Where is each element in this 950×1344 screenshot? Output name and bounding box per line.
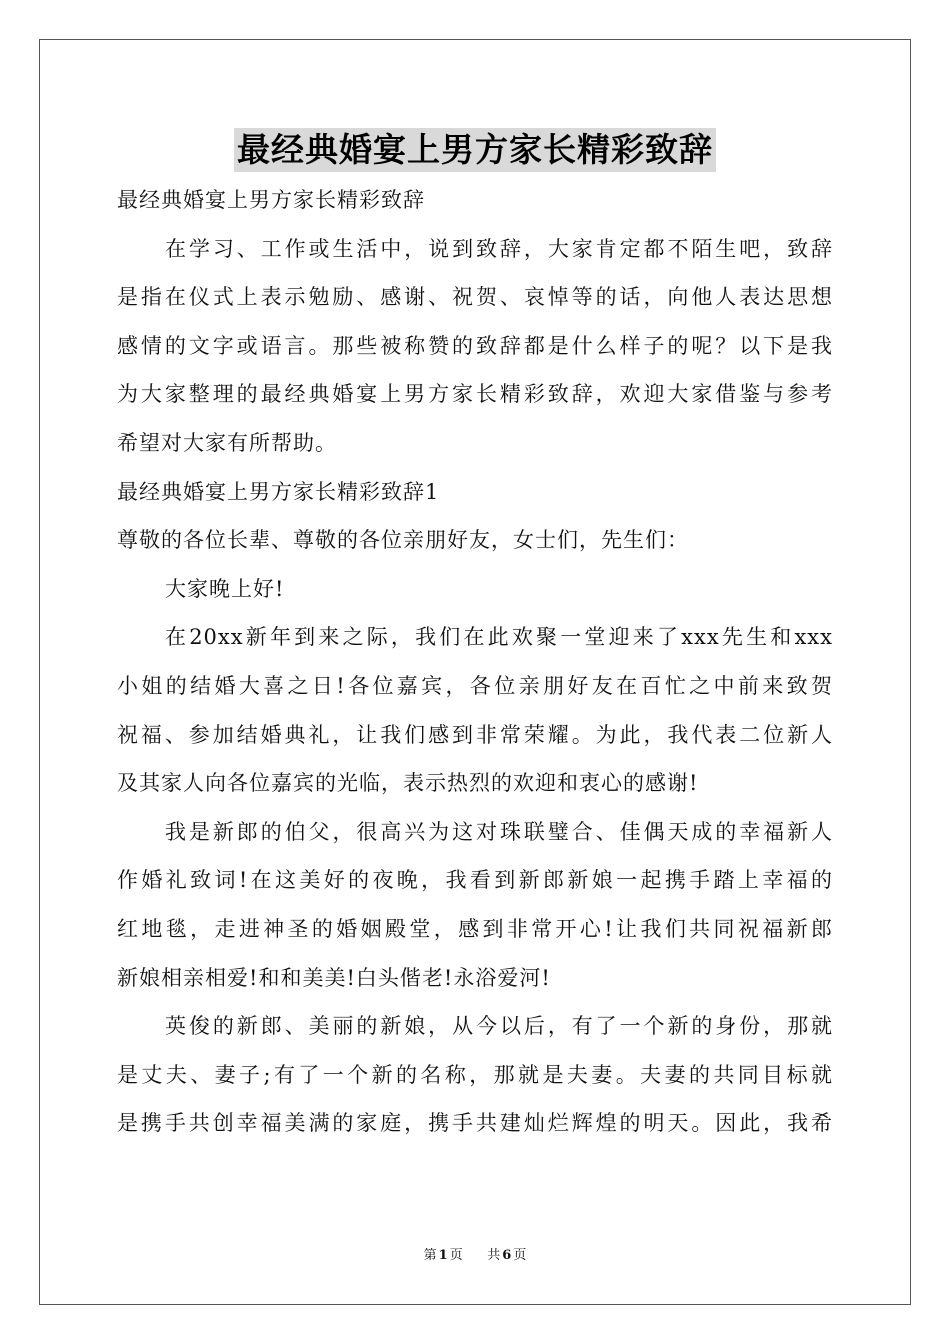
total-prefix: 共 (487, 1248, 501, 1263)
text-line: 在20xx新年到来之际，我们在此欢聚一堂迎来了xxx先生和xxx (165, 625, 833, 650)
text-line: 祝福、参加结婚典礼，让我们感到非常荣耀。为此，我代表二位新人 (117, 722, 833, 747)
text-line: 最经典婚宴上男方家长精彩致辞1 (117, 479, 440, 504)
document-body (117, 176, 833, 1148)
text-line: 英俊的新郎、美丽的新娘，从今以后，有了一个新的身份，那就 (165, 1014, 833, 1039)
page-suffix: 页 (449, 1248, 463, 1263)
page-prefix: 第 (423, 1248, 437, 1263)
text-line: 在学习、工作或生活中，说到致辞，大家肯定都不陌生吧，致辞 (165, 236, 833, 261)
text-line: 最经典婚宴上男方家长精彩致辞 (117, 188, 425, 212)
text-line: 作婚礼致词!在这美好的夜晚，我看到新郎新娘一起携手踏上幸福的 (117, 868, 833, 893)
text-line: 感情的文字或语言。那些被称赞的致辞都是什么样子的呢？以下是我 (117, 333, 833, 358)
title-container (0, 128, 950, 172)
text-line: 希望对大家有所帮助。 (117, 430, 337, 455)
text-line: 尊敬的各位长辈、尊敬的各位亲朋好友，女士们，先生们： (117, 528, 689, 553)
text-line: 我是新郎的伯父，很高兴为这对珠联璧合、佳偶天成的幸福新人 (165, 819, 833, 844)
text-line: 是携手共创幸福美满的家庭，携手共建灿烂辉煌的明天。因此，我希 (117, 1111, 833, 1136)
text-line: 及其家人向各位嘉宾的光临，表示热烈的欢迎和衷心的感谢! (117, 771, 699, 796)
text-line: 大家晚上好! (165, 576, 285, 601)
total-pages: 6 (502, 1248, 512, 1263)
text-line: 是指在仪式上表示勉励、感谢、祝贺、哀悼等的话，向他人表达思想 (117, 285, 833, 310)
text-line: 为大家整理的最经典婚宴上男方家长精彩致辞，欢迎大家借鉴与参考 (117, 382, 833, 407)
page-footer (0, 1244, 950, 1263)
text-line: 小姐的结婚大喜之日!各位嘉宾，各位亲朋好友在百忙之中前来致贺 (117, 673, 833, 698)
text-line: 是丈夫、妻子;有了一个新的名称，那就是夫妻。夫妻的共同目标就 (117, 1062, 833, 1087)
page-indicator (422, 1248, 465, 1263)
text-line: 新娘相亲相爱!和和美美!白头偕老!永浴爱河! (117, 965, 551, 990)
total-pages-indicator (485, 1248, 528, 1263)
text-line: 红地毯，走进神圣的婚姻殿堂，感到非常开心!让我们共同祝福新郎 (117, 916, 833, 941)
page-number: 1 (438, 1248, 448, 1263)
document-title: 最经典婚宴上男方家长精彩致辞 (234, 128, 716, 172)
total-suffix: 页 (513, 1248, 527, 1263)
